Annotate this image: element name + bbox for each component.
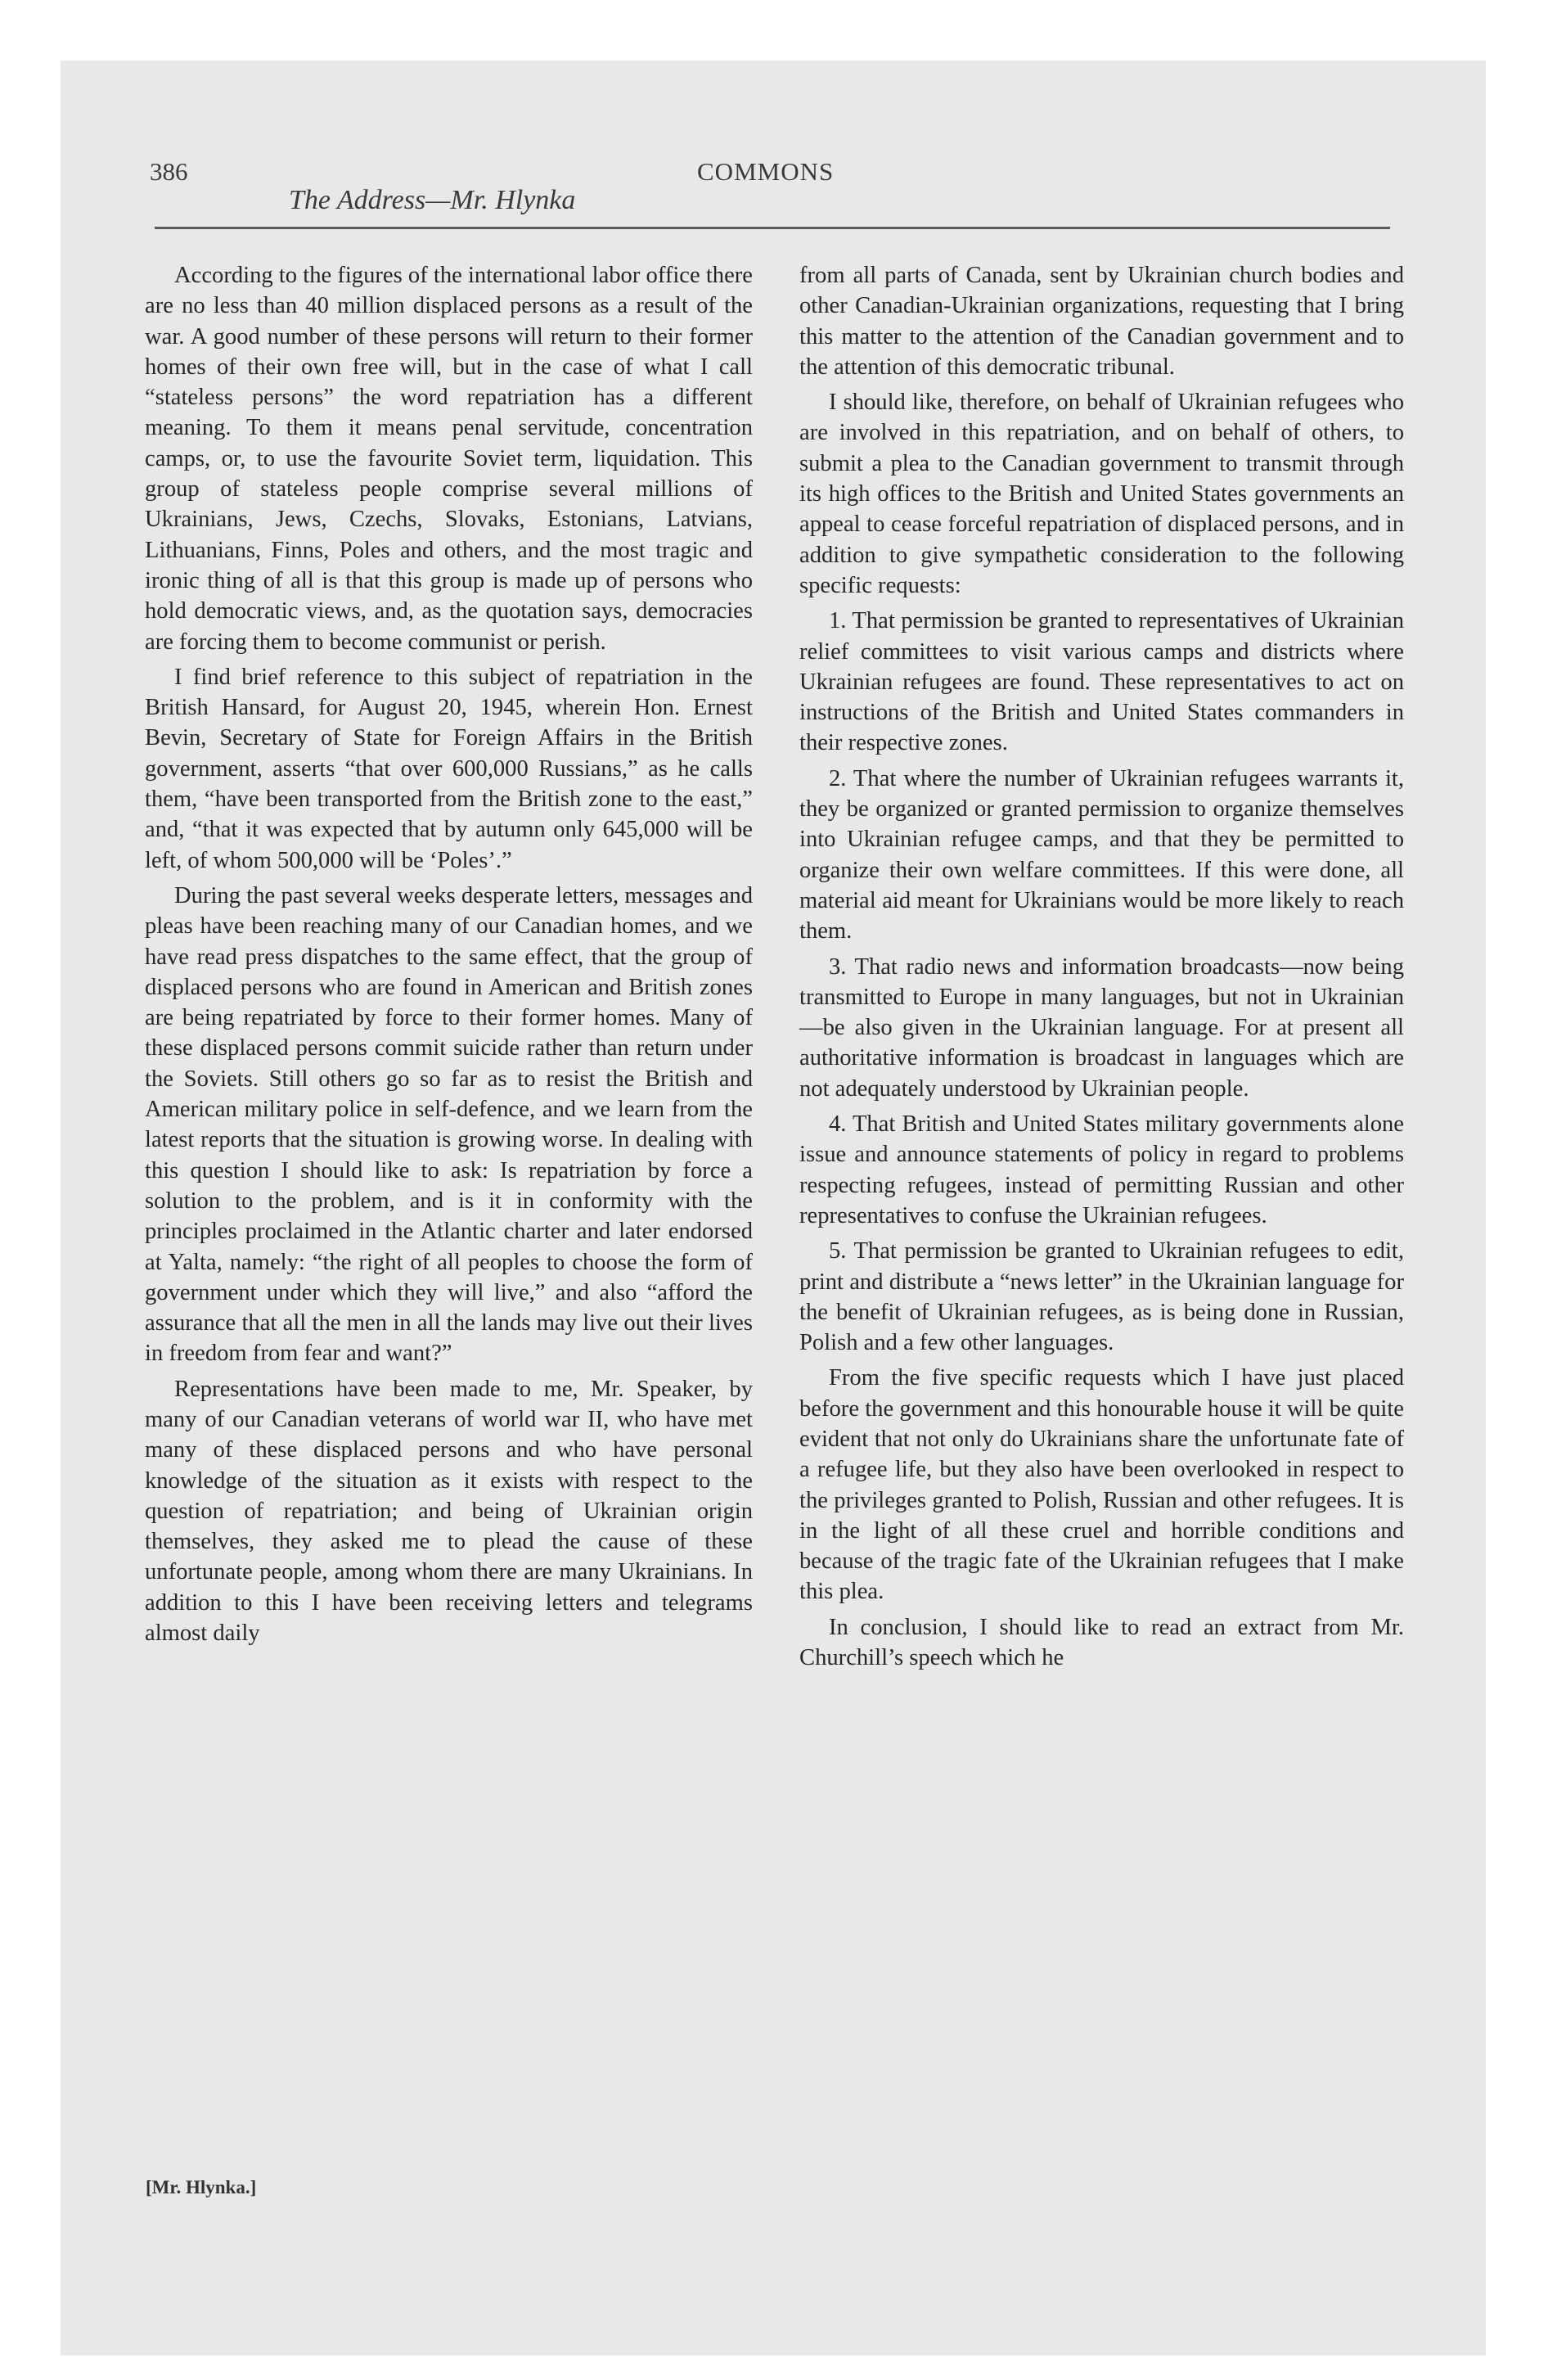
- running-title: The Address—Mr. Hlynka: [289, 185, 576, 215]
- request-item: 5. That permission be granted to Ukrainian refugees to edit, print and distribute a “news letter” in the Ukrainian language for the benefit of Ukrainian refugees, as is being done in Russian, Polish and a few other languages.: [799, 1238, 1404, 1356]
- paragraph: I should like, therefore, on behalf of Ukrainian refugees who are involved in this repatriation, and on behalf of others, to submit a plea to the Canadian government to transmit through its high offices to the British and United States governments an appeal to cease forceful repatriation of displaced persons, and in addition to give sympathetic consideration to the following specific requests:: [799, 390, 1404, 598]
- paragraph: In conclusion, I should like to read an extract from Mr. Churchill’s speech which he: [799, 1614, 1404, 1671]
- left-column: [145, 260, 753, 1653]
- document-page: [61, 61, 1486, 2355]
- request-item: 1. That permission be granted to representatives of Ukrainian relief committees to visit various camps and districts where Ukrainian refugees are found. These representatives to act on instructions of the British and United States commanders in their respective zones.: [799, 608, 1404, 756]
- journal-title: COMMONS: [697, 157, 835, 186]
- page-number: 386: [150, 157, 188, 186]
- paragraph: from all parts of Canada, sent by Ukrainian church bodies and other Canadian-Ukrainian organizations, requesting that I bring this matter to the attention of the Canadian government and to the attention of this democratic tribunal.: [799, 263, 1404, 380]
- request-item: 2. That where the number of Ukrainian refugees warrants it, they be organized or granted permission to organize themselves into Ukrainian refugee camps, and that they be permitted to organize their own welfare committees. If this were done, all material aid meant for Ukrainians would be more likely to reach them.: [799, 765, 1404, 944]
- paragraph: I find brief reference to this subject of repatriation in the British Hansard, for August 20, 1945, wherein Hon. Ernest Bevin, Secretary of State for Foreign Affairs in the British government, asserts “that over 600,000 Russians,” as he calls them, “have been transported from the British zone to the east,” and, “that it was expected that by autumn only 645,000 will be left, of whom 500,000 will be ‘Poles’.”: [145, 664, 753, 873]
- paragraph: According to the figures of the international labor office there are no less than 40 million displaced persons as a result of the war. A good number of these persons will return to their former homes of their own free will, but in the case of what I call “stateless persons” the word repatriation has a different meaning. To them it means penal servitude, concentration camps, or, to use the favourite Soviet term, liquidation. This group of stateless people comprise several millions of Ukrainians, Jews, Czechs, Slovaks, Estonians, Latvians, Lithuanians, Finns, Poles and others, and the most tragic and ironic thing of all is that this group is made up of persons who hold democratic views, and, as the quotation says, democracies are forcing them to become communist or perish.: [145, 263, 753, 655]
- paragraph: Representations have been made to me, Mr. Speaker, by many of our Canadian veterans of world war II, who have met many of these displaced persons and who have personal knowledge of the situation as it exists with respect to the question of repatriation; and being of Ukrainian origin themselves, they asked me to plead the cause of these unfortunate people, among whom there are many Ukrainians. In addition to this I have been receiving letters and telegrams almost daily: [145, 1376, 753, 1647]
- request-item: 3. That radio news and information broadcasts—now being transmitted to Europe in many languages, but not in Ukrainian—be also given in the Ukrainian language. For at present all authoritative information is broadcast in languages which are not adequately understood by Ukrainian people.: [799, 953, 1404, 1102]
- paragraph: During the past several weeks desperate letters, messages and pleas have been reaching many of our Canadian homes, and we have read press dispatches to the same effect, that the group of displaced persons who are found in American and British zones are being repatriated by force to their former homes. Many of these displaced persons commit suicide rather than return under the Soviets. Still others go so far as to resist the British and American military police in self-defence, and we learn from the latest reports that the situation is growing worse. In dealing with this question I should like to ask: Is repatriation by force a solution to the problem, and is it in conformity with the principles proclaimed in the Atlantic charter and later endorsed at Yalta, namely: “the right of all peoples to choose the form of government under which they will live,” and also “afford the assurance that all the men in all the lands may live out their lives in freedom from fear and want?”: [145, 882, 753, 1367]
- request-item: 4. That British and United States military governments alone issue and announce statements of policy in regard to problems respecting refugees, instead of permitting Russian and other representatives to confuse the Ukrainian refugees.: [799, 1111, 1404, 1228]
- right-column: [799, 260, 1404, 1678]
- header-rule: [155, 227, 1390, 229]
- speaker-footer: [Mr. Hlynka.]: [146, 2177, 257, 2197]
- page-header: [61, 61, 1486, 241]
- paragraph: From the five specific requests which I have just placed before the government and this honourable house it will be quite evident that not only do Ukrainians share the unfortunate fate of a refugee life, but they also have been overlooked in respect to the privileges granted to Polish, Russian and other refugees. It is in the light of all these cruel and horrible conditions and because of the tragic fate of the Ukrainian refugees that I make this plea.: [799, 1365, 1404, 1605]
